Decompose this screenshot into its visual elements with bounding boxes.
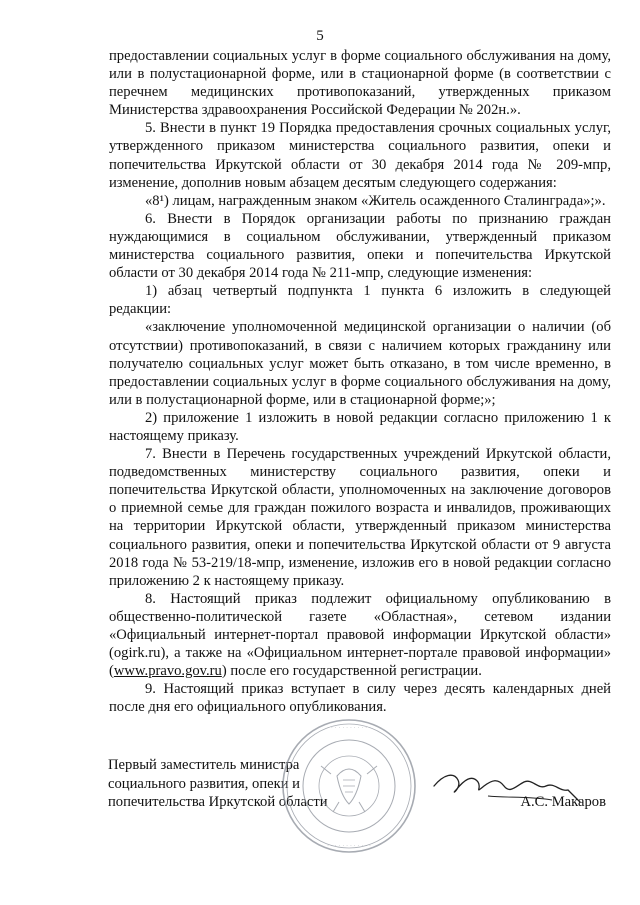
paragraph: 6. Внести в Порядок организации работы по признанию граждан нуждающимися в социальном обслуживании, утвержденный приказом министерства социального развития, опеки и попечительства Иркутской области от 30 декабря 2014 года № 211-мпр, следующие изменения: <box>109 210 611 282</box>
paragraph: предоставлении социальных услуг в форме социального обслуживания на дому, или в полустационарной форме, или в стационарной форме (в соответствии с перечнем медицинских противопоказаний, утвержденных приказом Министерства здравоохранения Российской Федерации № 202н.». <box>109 48 611 119</box>
paragraph: 7. Внести в Перечень государственных учреждений Иркутской области, подведомственных министерству социального развития, опеки и попечительства Иркутской области, уполномоченных на заключение договоров о приемной семье для граждан пожилого возраста и инвалидов, проживающих на территории Иркутской области, утвержденный приказом министерства социального развития, опеки и попечительства Иркутской области от 9 августа 2018 года № 53-219/18-мпр, изменение, изложив его в новой редакции согласно приложению 2 к настоящему приказу. <box>109 446 611 589</box>
paragraph: 1) абзац четвертый подпункта 1 пункта 6 изложить в следующей редакции: <box>109 283 611 318</box>
signatory-name: А.С. Макаров <box>520 794 606 810</box>
paragraph-effective-date: 9. Настоящий приказ вступает в силу через десять календарных дней после дня его официального опубликования. <box>109 681 611 716</box>
official-seal-icon <box>279 716 419 856</box>
svg-text:· · · · · · · · · · · ·: · · · · · · · · · · · · <box>327 843 371 850</box>
paragraph: 2) приложение 1 изложить в новой редакции согласно приложению 1 к настоящему приказу. <box>109 409 611 444</box>
document-body <box>109 47 611 716</box>
signature-block <box>108 725 618 850</box>
svg-text:· · · · · · · · · · · ·: · · · · · · · · · · · · <box>327 725 371 732</box>
publication-text-before: 8. Настоящий приказ подлежит официальному опубликованию в общественно-политической газете «Областная», сетевом издании «Официальный интернет-портал правовой информации Иркутской области» (ogirk.ru), а также на «Официальном интернет-портале правовой информации» ( <box>109 590 611 680</box>
paragraph: «заключение уполномоченной медицинской организации о наличии (об отсутствии) противопоказаний, в связи с наличием которых гражданину или получателю социальных услуг может быть отказано, в том числе временно, в предоставлении социальных услуг в форме социального обслуживания на дому, или в полустационарной форме, или в стационарной форме;»; <box>109 319 611 408</box>
pravo-gov-link[interactable]: www.pravo.gov.ru <box>113 663 222 680</box>
paragraph: «8¹) лицам, награжденным знаком «Житель осажденного Сталинграда»;». <box>145 192 606 209</box>
paragraph-publication <box>109 590 611 680</box>
signatory-title-line: попечительства Иркутской области <box>108 794 328 810</box>
page-number: 5 <box>316 28 324 44</box>
paragraph: 5. Внести в пункт 19 Порядка предоставления срочных социальных услуг, утвержденного приказом министерства социального развития, опеки и попечительства Иркутской области от 30 декабря 2014 года № 209-мпр, изменение, дополнив новым абзацем десятым следующего содержания: <box>109 120 611 191</box>
signatory-title-line: социального развития, опеки и <box>108 775 300 792</box>
publication-text-after: ) после его государственной регистрации. <box>221 663 482 680</box>
signatory-title-line: Первый заместитель министра <box>108 757 300 773</box>
